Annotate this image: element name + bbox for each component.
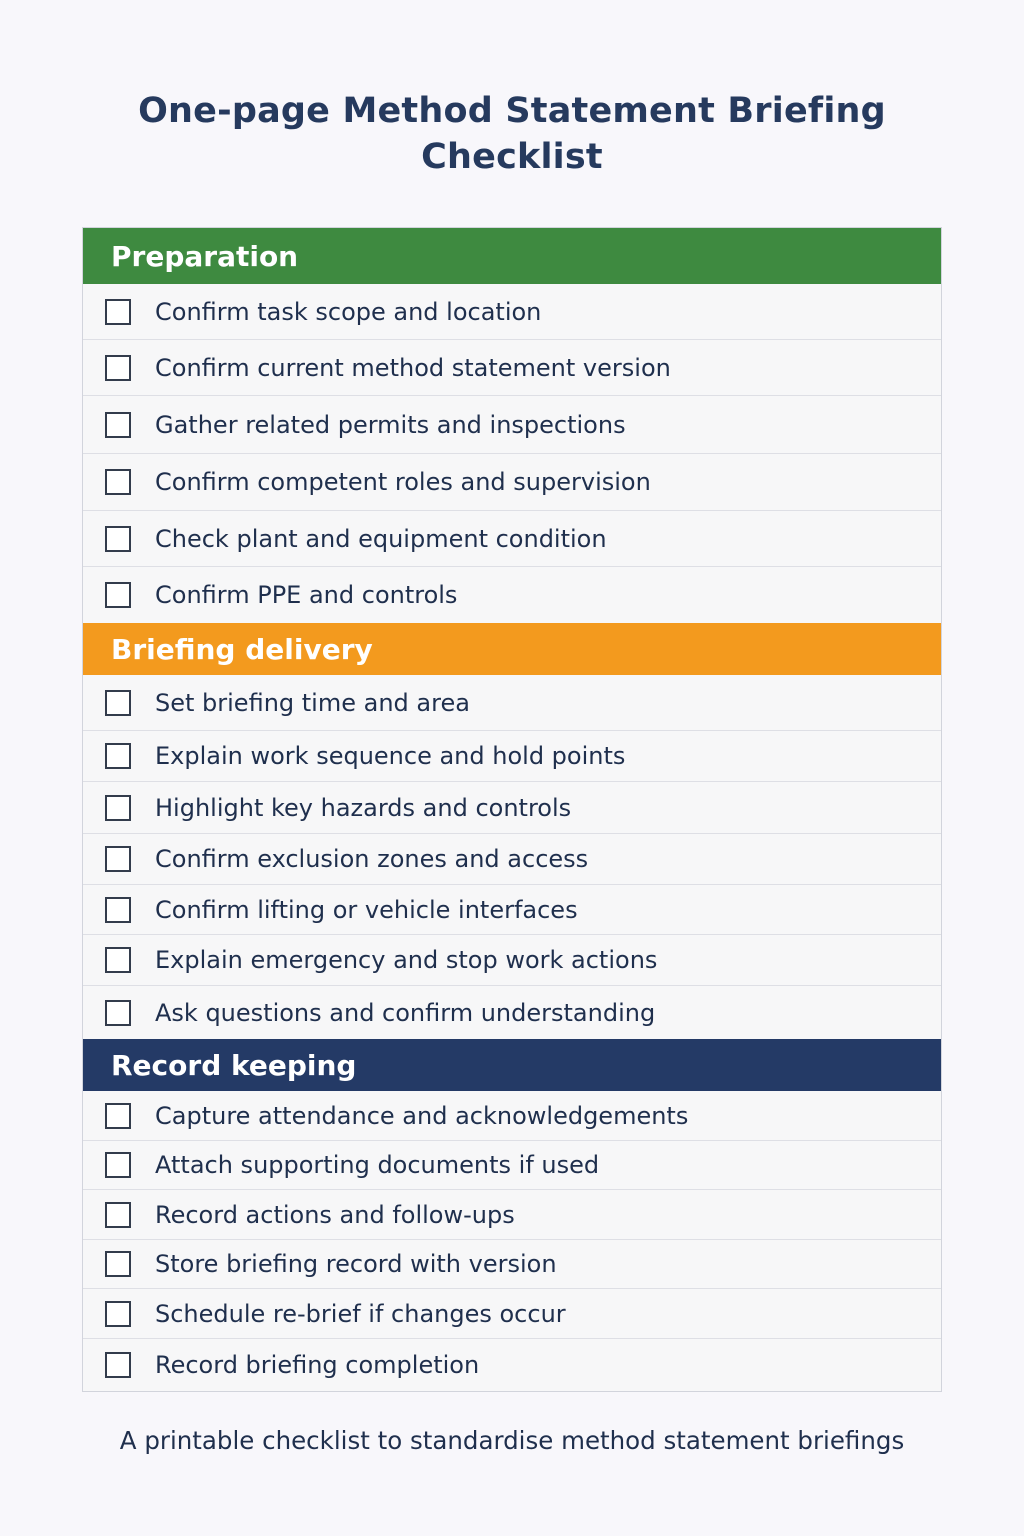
checkbox[interactable] xyxy=(105,1202,131,1228)
checkbox[interactable] xyxy=(105,897,131,923)
checklist-item[interactable] xyxy=(83,567,941,623)
checklist-item[interactable] xyxy=(83,1289,941,1339)
checkbox[interactable] xyxy=(105,1251,131,1277)
checklist-item[interactable] xyxy=(83,885,941,935)
checklist-item[interactable] xyxy=(83,782,941,834)
checklist-item-label: Confirm lifting or vehicle interfaces xyxy=(155,895,578,924)
checklist-item[interactable] xyxy=(83,935,941,986)
section-title-record-keeping: Record keeping xyxy=(111,1048,357,1082)
footer-caption: A printable checklist to standardise method statement briefings xyxy=(119,1426,905,1455)
checklist-item[interactable] xyxy=(83,454,941,511)
checklist-item[interactable] xyxy=(83,731,941,782)
checkbox[interactable] xyxy=(105,582,131,608)
checklist-item-label: Confirm task scope and location xyxy=(155,297,542,326)
checkbox[interactable] xyxy=(105,299,131,325)
checklist-item[interactable] xyxy=(83,1091,941,1141)
checklist-item-label: Highlight key hazards and controls xyxy=(155,793,572,822)
page-title xyxy=(0,88,1024,180)
checkbox[interactable] xyxy=(105,1301,131,1327)
checklist-item-label: Store briefing record with version xyxy=(155,1250,557,1278)
checklist-item[interactable] xyxy=(83,511,941,567)
checkbox[interactable] xyxy=(105,355,131,381)
checklist-item-label: Ask questions and confirm understanding xyxy=(155,998,656,1027)
checkbox[interactable] xyxy=(105,690,131,716)
checkbox[interactable] xyxy=(105,1000,131,1026)
checkbox[interactable] xyxy=(105,1152,131,1178)
checklist-item-label: Explain emergency and stop work actions xyxy=(155,946,658,974)
checklist-item-label: Check plant and equipment condition xyxy=(155,524,607,553)
checklist-table xyxy=(82,227,942,1392)
checklist-item[interactable] xyxy=(83,675,941,731)
checklist-item[interactable] xyxy=(83,1190,941,1240)
checkbox[interactable] xyxy=(105,846,131,872)
checklist-item-label: Set briefing time and area xyxy=(155,688,470,717)
page-title-line-1: One-page Method Statement Briefing xyxy=(138,91,886,131)
checkbox[interactable] xyxy=(105,412,131,438)
checklist-item[interactable] xyxy=(83,284,941,340)
checkbox[interactable] xyxy=(105,1103,131,1129)
checklist-item[interactable] xyxy=(83,1339,941,1391)
checkbox[interactable] xyxy=(105,947,131,973)
checkbox[interactable] xyxy=(105,526,131,552)
checklist-item-label: Confirm PPE and controls xyxy=(155,581,458,609)
section-header-record-keeping xyxy=(83,1039,941,1091)
checklist-item-label: Confirm exclusion zones and access xyxy=(155,845,589,873)
checklist-item-label: Capture attendance and acknowledgements xyxy=(155,1101,689,1130)
section-title-briefing-delivery: Briefing delivery xyxy=(111,632,373,666)
checklist-item[interactable] xyxy=(83,834,941,885)
checklist-item-label: Attach supporting documents if used xyxy=(155,1151,600,1179)
checklist-item-label: Record briefing completion xyxy=(155,1351,480,1379)
checkbox[interactable] xyxy=(105,469,131,495)
checklist-item-label: Confirm current method statement version xyxy=(155,353,671,382)
checklist-item-label: Confirm competent roles and supervision xyxy=(155,468,651,496)
section-header-briefing-delivery xyxy=(83,623,941,675)
section-header-preparation xyxy=(83,228,941,284)
page-title-line-2: Checklist xyxy=(421,137,603,177)
checkbox[interactable] xyxy=(105,1352,131,1378)
checklist-item[interactable] xyxy=(83,1141,941,1190)
checkbox[interactable] xyxy=(105,795,131,821)
checklist-item-label: Gather related permits and inspections xyxy=(155,410,626,439)
checklist-item-label: Schedule re-brief if changes occur xyxy=(155,1299,566,1328)
checkbox[interactable] xyxy=(105,743,131,769)
checklist-item[interactable] xyxy=(83,340,941,396)
checklist-item-label: Record actions and follow-ups xyxy=(155,1200,515,1229)
checklist-item-label: Explain work sequence and hold points xyxy=(155,742,626,770)
checklist-item[interactable] xyxy=(83,396,941,454)
checklist-item[interactable] xyxy=(83,1240,941,1289)
section-title-preparation: Preparation xyxy=(111,239,299,273)
checklist-item[interactable] xyxy=(83,986,941,1039)
